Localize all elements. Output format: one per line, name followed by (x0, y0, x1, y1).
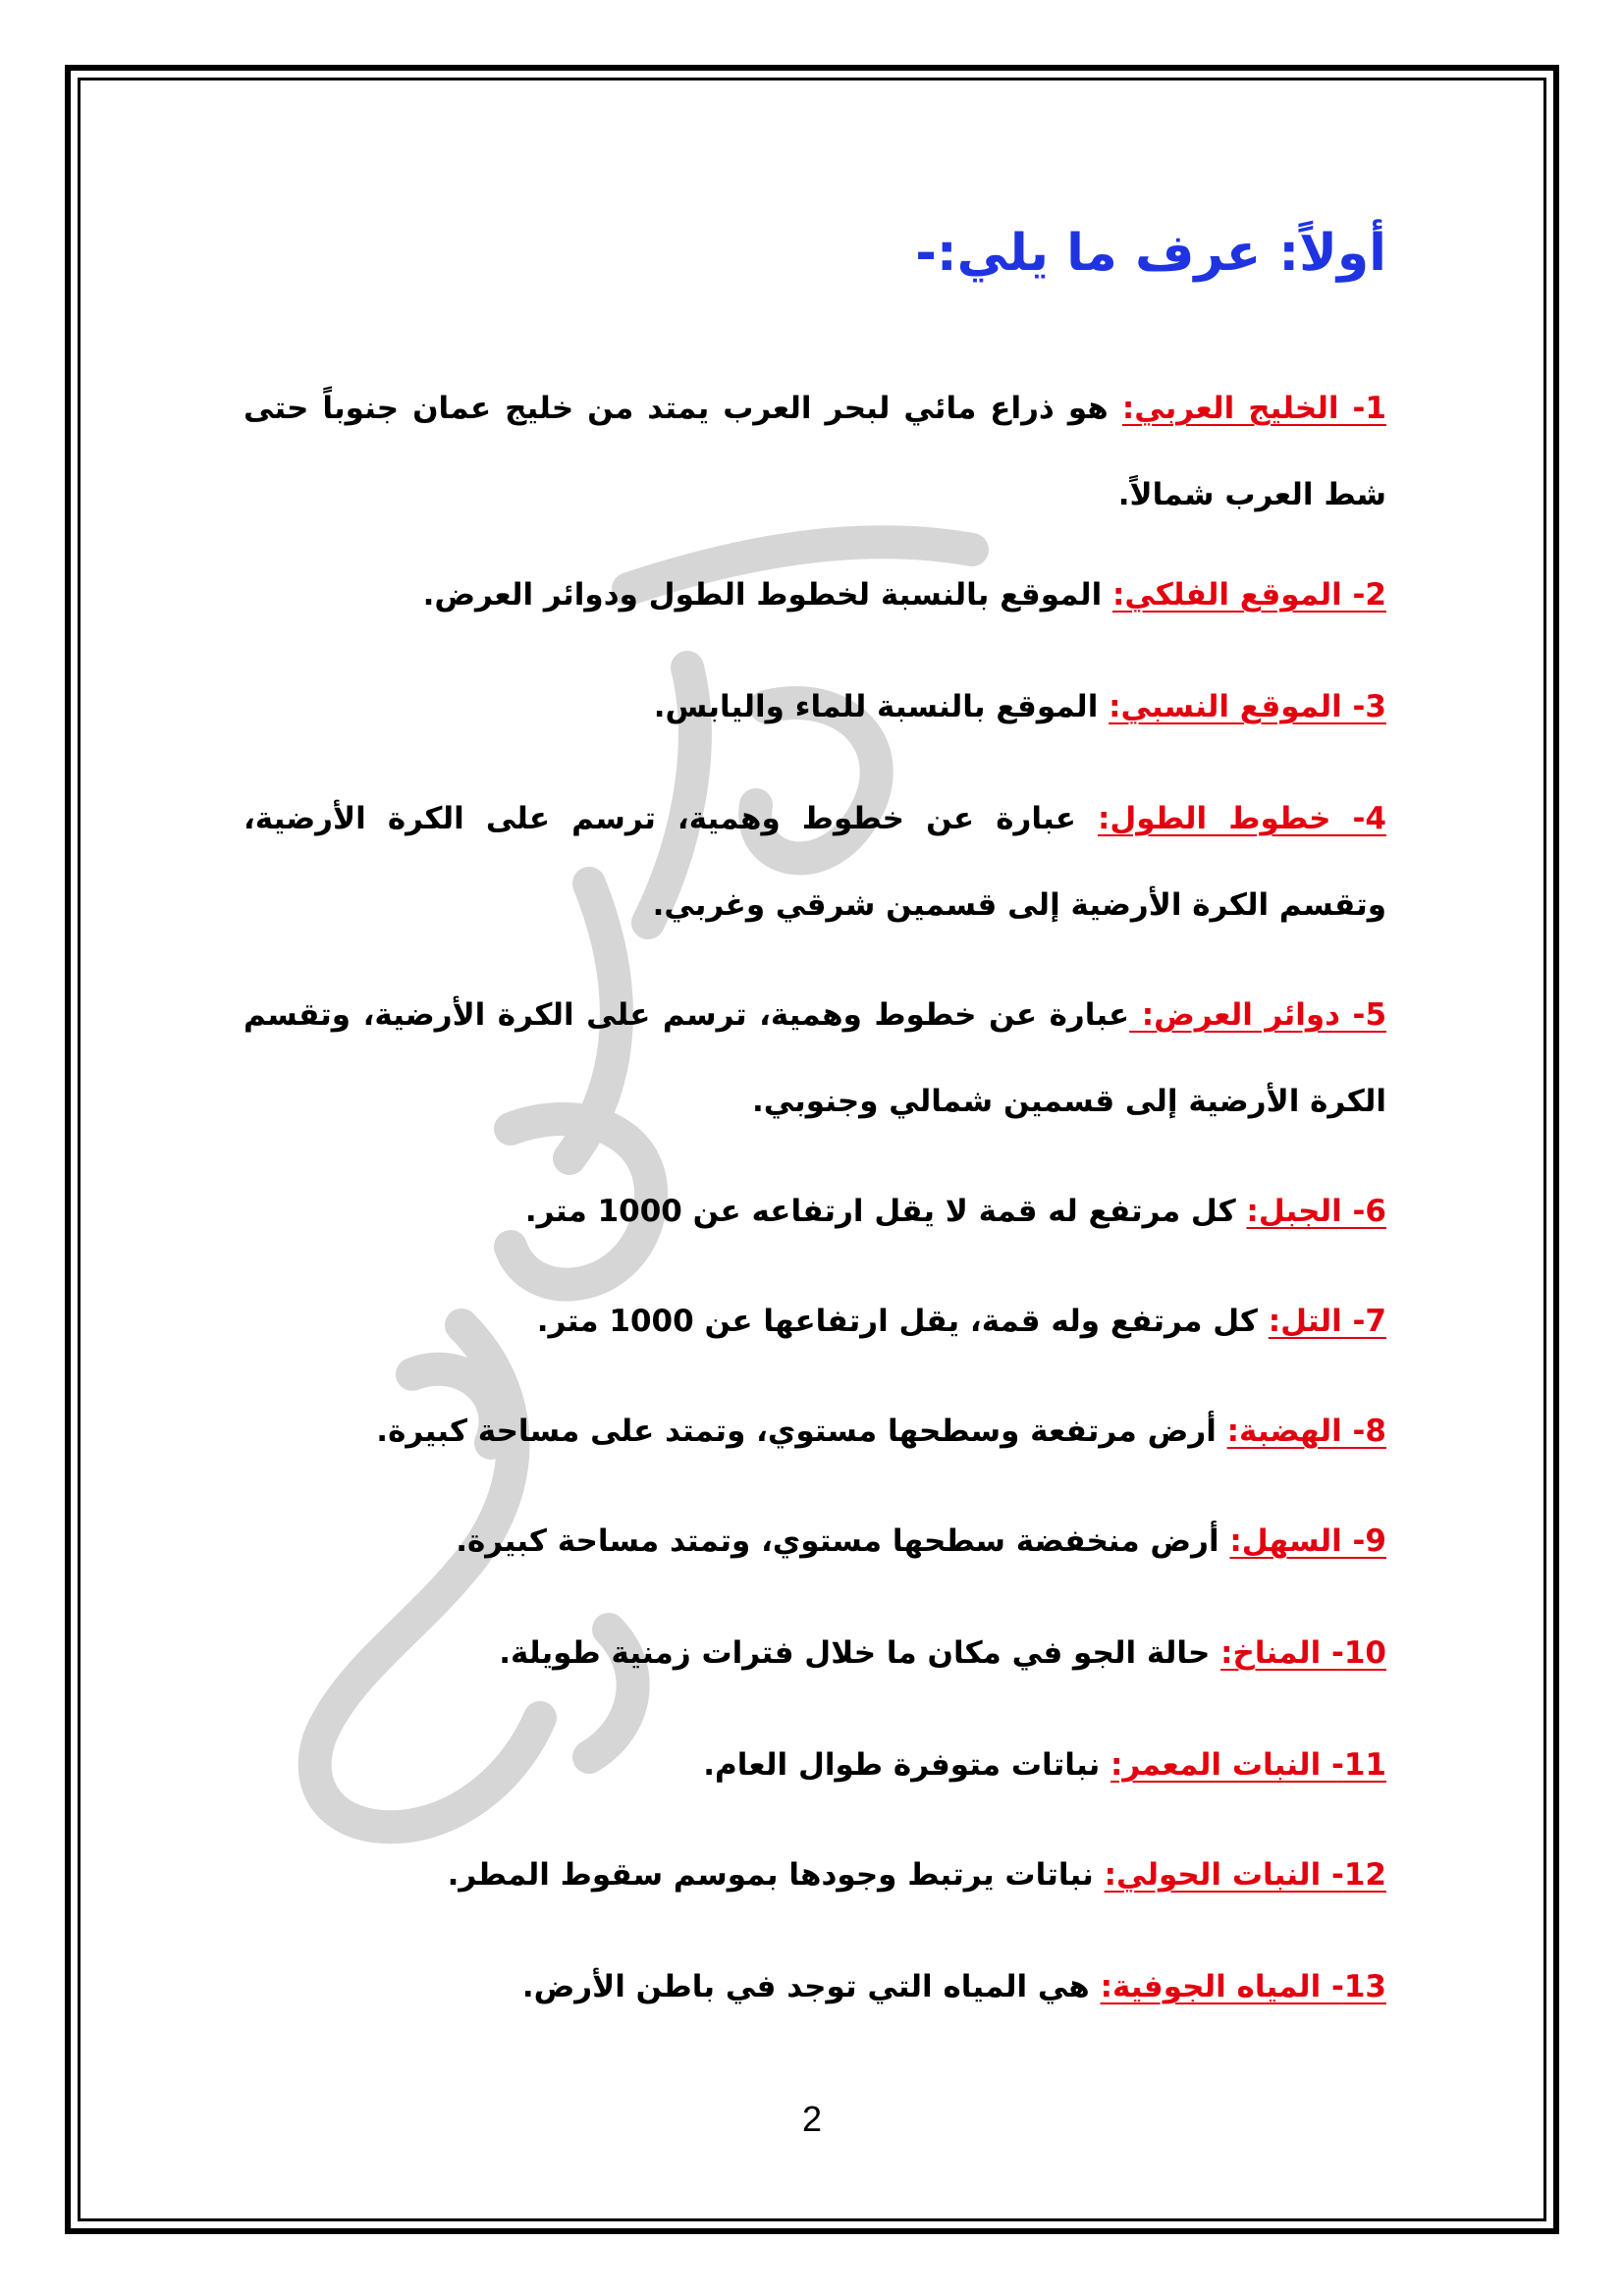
definition-text: أرض منخفضة سطحها مستوي، وتمتد مساحة كبيرة. (456, 1523, 1230, 1559)
definition-text: الموقع بالنسبة للماء واليابس. (653, 689, 1110, 724)
definition-item (244, 775, 1386, 948)
definition-item (244, 1278, 1386, 1364)
definition-term: 1- الخليج العربي: (1121, 391, 1386, 426)
definition-term: 12- النبات الحولي: (1104, 1857, 1386, 1893)
definition-text: كل مرتفع له قمة لا يقل ارتفاعه عن 1000 متر. (524, 1194, 1247, 1229)
definition-term: 5- دوائر العرض: (1129, 997, 1387, 1033)
definition-text: عبارة عن خطوط وهمية، ترسم على الكرة الأرضية، وتقسم الكرة الأرضية إلى قسمين شمالي وجنوبي. (244, 997, 1386, 1119)
page-number: 2 (801, 2099, 823, 2139)
definition-text: كل مرتفع وله قمة، يقل ارتفاعها عن 1000 متر. (536, 1304, 1269, 1339)
definition-term: 4- خطوط الطول: (1097, 801, 1386, 836)
definition-text: عبارة عن خطوط وهمية، ترسم على الكرة الأرضية، وتقسم الكرة الأرضية إلى قسمين شرقي وغربي. (244, 801, 1386, 923)
section-title: أولاً: عرف ما يلي:- (915, 224, 1386, 283)
definition-item (244, 1168, 1386, 1255)
definition-text: هو ذراع مائي لبحر العرب يمتد من خليج عمان جنوباً حتى شط العرب شمالاً. (244, 391, 1386, 512)
definition-item (244, 1944, 1386, 2030)
definition-item (244, 1498, 1386, 1584)
definition-text: أرض مرتفعة وسطحها مستوي، وتمتد على مساحة كبيرة. (376, 1414, 1227, 1449)
definition-item (244, 972, 1386, 1145)
definition-text: نباتات يرتبط وجودها بموسم سقوط المطر. (447, 1857, 1105, 1893)
definition-item (244, 1722, 1386, 1808)
definition-item (244, 1388, 1386, 1474)
definition-item (244, 365, 1386, 538)
document-body (244, 0, 1386, 2296)
definition-term: 7- التل: (1268, 1304, 1386, 1339)
definition-term: 3- الموقع النسبي: (1109, 689, 1386, 724)
definition-term: 11- النبات المعمر: (1110, 1747, 1386, 1783)
definition-text: نباتات متوفرة طوال العام. (703, 1747, 1111, 1783)
definition-item (244, 664, 1386, 750)
definition-term: 8- الهضبة: (1226, 1414, 1386, 1449)
definition-term: 10- المناخ: (1220, 1635, 1386, 1671)
definition-item (244, 1832, 1386, 1918)
definition-text: هي المياه التي توجد في باطن الأرض. (521, 1969, 1101, 2004)
definition-item (244, 552, 1386, 638)
definition-term: 2- الموقع الفلكي: (1111, 577, 1386, 613)
definition-text: الموقع بالنسبة لخطوط الطول ودوائر العرض. (422, 577, 1112, 613)
definition-term: 6- الجبل: (1246, 1194, 1386, 1229)
definition-term: 9- السهل: (1229, 1523, 1386, 1559)
definition-text: حالة الجو في مكان ما خلال فترات زمنية طويلة. (499, 1635, 1221, 1671)
definition-item (244, 1610, 1386, 1696)
definition-term: 13- المياه الجوفية: (1100, 1969, 1386, 2004)
